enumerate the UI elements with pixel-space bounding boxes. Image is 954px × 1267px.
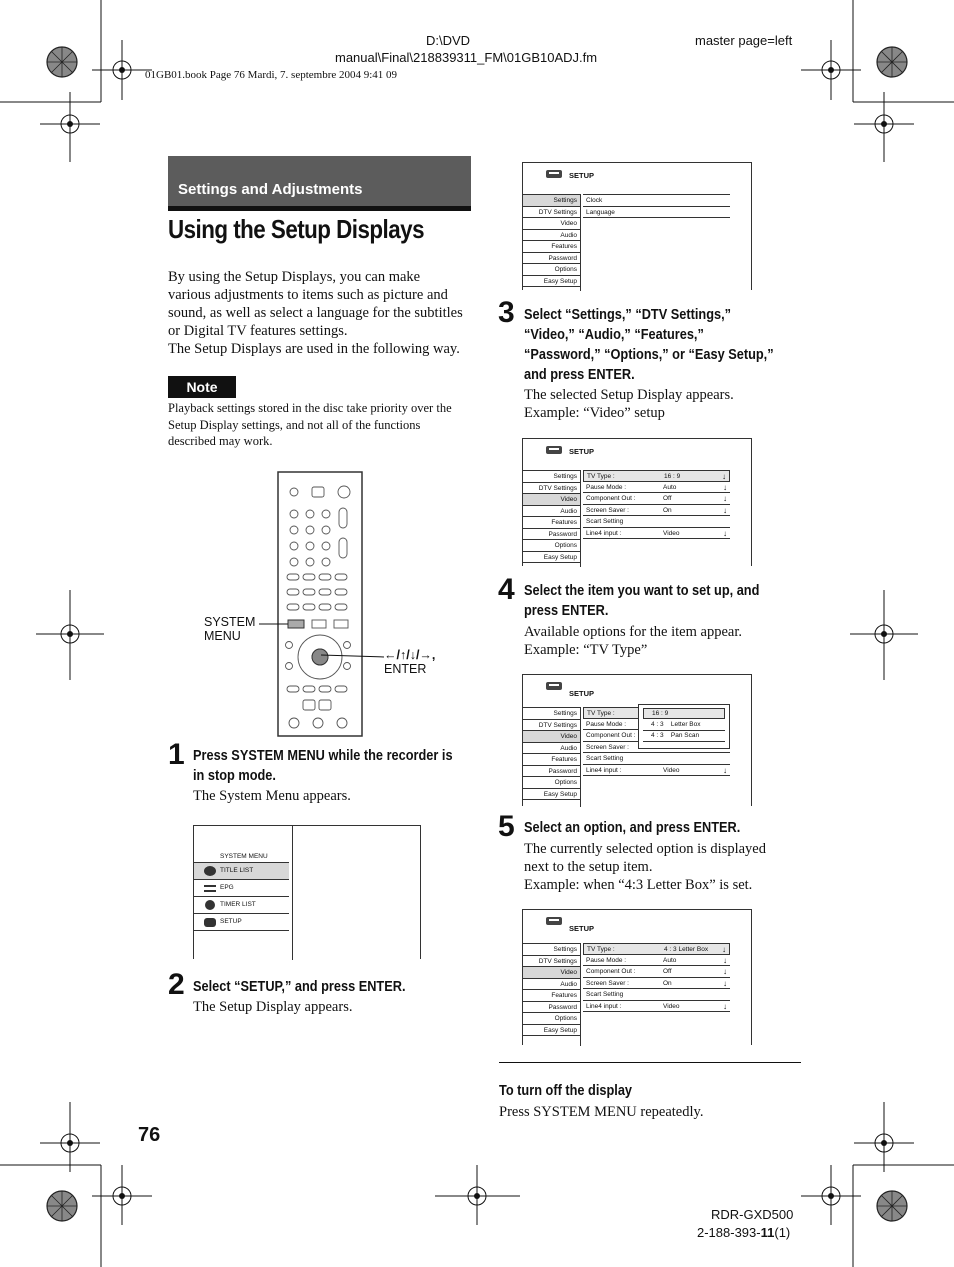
setup-menu — [523, 470, 580, 563]
setup-row[interactable] — [583, 765, 730, 777]
step-number: 2 — [168, 968, 185, 1001]
page-number: 76 — [138, 1124, 161, 1146]
setup-row[interactable] — [583, 955, 730, 967]
note-line: Playback settings stored in the disc take priority over the — [168, 401, 452, 415]
callout-line: ENTER — [384, 662, 427, 676]
video-settings — [583, 943, 730, 1012]
setup-menu-item[interactable]: DTV Settings — [523, 956, 580, 968]
system-menu-title: SYSTEM MENU — [220, 853, 268, 860]
setup-menu-item[interactable]: Easy Setup — [523, 1025, 580, 1037]
step-heading-line: Select “Settings,” “DTV Settings,” — [524, 307, 732, 323]
intro-line: By using the Setup Displays, you can make — [168, 269, 421, 285]
setup-row[interactable] — [583, 516, 730, 528]
setup-menu-item[interactable]: DTV Settings — [523, 483, 580, 495]
callout-line: MENU — [204, 629, 241, 643]
arrow-down-icon: ↓ — [723, 978, 727, 988]
setup-menu — [523, 194, 580, 287]
setup-row-value: Video — [663, 1002, 680, 1010]
setup-row[interactable] — [583, 966, 730, 978]
arrow-down-icon: ↓ — [723, 955, 727, 965]
part-code-bold: 11 — [760, 1225, 775, 1240]
step-heading-line: press ENTER. — [524, 603, 609, 619]
file-path-line1: D:\DVD — [426, 33, 471, 48]
setup-menu-item[interactable]: Password — [523, 529, 580, 541]
step-heading-line: Press SYSTEM MENU while the recorder is — [193, 748, 453, 764]
arrow-down-icon: ↓ — [722, 945, 726, 954]
section-divider — [499, 1062, 801, 1063]
setup-row-value: Auto — [663, 483, 677, 491]
setup-icon — [544, 168, 564, 180]
intro-line: The Setup Displays are used in the following way. — [168, 341, 460, 357]
setup-icon — [544, 680, 564, 692]
setup-menu-item[interactable]: Options — [523, 1013, 580, 1025]
step-body — [524, 623, 742, 659]
arrow-down-icon: ↓ — [723, 765, 727, 775]
arrow-down-icon: ↓ — [723, 1001, 727, 1011]
step-body-line: next to the setup item. — [524, 859, 653, 875]
setup-row-value: 16 : 9 — [664, 473, 681, 480]
video-settings — [583, 470, 730, 539]
setup-row[interactable] — [583, 493, 730, 505]
setup-row-label: Pause Mode : — [586, 720, 627, 728]
step-number: 5 — [498, 810, 515, 843]
setup-row[interactable] — [583, 470, 730, 482]
setup-title: SETUP — [569, 689, 595, 698]
section-rule — [168, 206, 471, 211]
setup-menu-item[interactable]: Features — [523, 241, 580, 253]
step-body-line: Example: “Video” setup — [524, 405, 665, 421]
setup-row-label: Scart Setting — [586, 991, 624, 998]
setup-menu-item[interactable]: Options — [523, 540, 580, 552]
setup-menu-item[interactable]: Features — [523, 754, 580, 766]
setup-row-label: Line4 input : — [586, 1002, 622, 1010]
setup-row[interactable] — [583, 978, 730, 990]
system-menu-item-label: SETUP — [220, 918, 242, 925]
step-heading-line: “Video,” “Audio,” “Features,” — [524, 327, 704, 343]
setup-row-value: Video — [663, 766, 680, 774]
setup-row-label: TV Type : — [587, 473, 615, 480]
step-heading-line: Select “SETUP,” and press ENTER. — [193, 979, 406, 995]
section-title: Settings and Adjustments — [178, 181, 363, 198]
setup-row[interactable] — [583, 505, 730, 517]
step-heading — [193, 977, 475, 997]
setup-menu-item[interactable]: Options — [523, 264, 580, 276]
setup-row-label: Component Out : — [586, 732, 636, 739]
setup-row[interactable] — [583, 195, 730, 207]
step-body-line: Example: when “4:3 Letter Box” is set. — [524, 877, 753, 893]
setup-row[interactable] — [583, 482, 730, 494]
page-title: Using the Setup Displays — [168, 214, 424, 244]
step-heading-line: in stop mode. — [193, 768, 276, 784]
setup-row-value: On — [663, 979, 672, 987]
setup-row-label: Screen Saver : — [586, 506, 629, 514]
setup-row-label: Scart Setting — [586, 755, 624, 762]
setup-row-label: Clock — [586, 197, 603, 204]
setup-menu-item[interactable]: Features — [523, 990, 580, 1002]
book-info-line: 01GB01.book Page 76 Mardi, 7. septembre 2004 9:41 09 — [145, 69, 398, 81]
system-menu-item[interactable] — [194, 863, 289, 880]
step-heading — [524, 818, 806, 838]
setup-row[interactable] — [583, 989, 730, 1001]
option-item[interactable] — [643, 731, 725, 742]
setup-row-label: TV Type : — [587, 710, 615, 717]
setup-menu-item[interactable]: Password — [523, 1002, 580, 1014]
intro-line: or Digital TV features settings. — [168, 323, 348, 339]
callout-line: SYSTEM — [204, 615, 256, 629]
step-body-line: Available options for the item appear. — [524, 624, 742, 640]
setup-screen-tv-type-options — [522, 674, 752, 806]
master-page-label: master page=left — [695, 33, 793, 48]
setup-row[interactable] — [583, 1001, 730, 1013]
arrow-down-icon: ↓ — [723, 494, 727, 503]
setup-menu-item[interactable]: Settings — [523, 708, 580, 720]
setup-row[interactable] — [583, 207, 730, 219]
step-body: The Setup Display appears. — [193, 999, 353, 1015]
step-body — [524, 386, 734, 422]
setup-icon — [544, 444, 564, 456]
setup-menu-item[interactable]: Video — [523, 731, 580, 743]
setup-menu-item[interactable]: DTV Settings — [523, 720, 580, 732]
setup-row-label: Line4 input : — [586, 529, 622, 537]
arrow-down-icon: ↓ — [723, 505, 727, 515]
system-menu-item[interactable] — [194, 880, 289, 897]
setup-row-label: Component Out : — [586, 495, 636, 502]
arrow-down-icon: ↓ — [723, 482, 727, 492]
file-path-line2: manual\Final\218839311_FM\01GB10ADJ.fm — [335, 50, 598, 65]
setup-row-label: Scart Setting — [586, 518, 624, 525]
setup-row-value: Off — [663, 968, 672, 975]
setup-menu-item[interactable]: Video — [523, 494, 580, 506]
setup-menu-item[interactable]: Video — [523, 218, 580, 230]
step-heading-line: “Password,” “Options,” or “Easy Setup,” — [524, 347, 774, 363]
arrow-down-icon: ↓ — [723, 967, 727, 976]
setup-screen-video — [522, 438, 752, 566]
setup-icon — [544, 915, 564, 927]
setup-menu-item[interactable]: Settings — [523, 195, 580, 207]
setup-menu-item[interactable]: Settings — [523, 471, 580, 483]
callout-lines — [255, 615, 385, 665]
setup-row-value: 4 : 3 Letter Box — [664, 946, 709, 953]
step-heading — [193, 746, 475, 786]
step-body-line: Example: “TV Type” — [524, 642, 648, 658]
setup-menu-item[interactable]: Audio — [523, 230, 580, 242]
intro-line: various adjustments to items such as picture and — [168, 287, 448, 303]
step-number: 3 — [498, 296, 515, 329]
note-line: described may work. — [168, 434, 273, 448]
setup-title: SETUP — [569, 924, 595, 933]
step-heading-line: and press ENTER. — [524, 367, 635, 383]
setup-menu-item[interactable]: Video — [523, 967, 580, 979]
clock-icon — [205, 900, 215, 910]
intro-text — [168, 268, 478, 358]
epg-icon — [204, 885, 216, 892]
step-number: 4 — [498, 573, 515, 606]
setup-menu-item[interactable]: Audio — [523, 743, 580, 755]
system-menu-item-label: TIMER LIST — [220, 901, 256, 908]
note-label: Note — [168, 376, 236, 398]
option-label: 4 : 3 Letter Box — [651, 721, 701, 728]
system-menu-item-label: EPG — [220, 884, 234, 891]
options-popup — [638, 704, 730, 749]
title-list-icon — [204, 866, 216, 876]
option-label: 4 : 3 Pan Scan — [651, 732, 700, 739]
option-item[interactable] — [643, 720, 725, 731]
setup-row-label: Pause Mode : — [586, 483, 627, 491]
setup-icon — [204, 918, 216, 927]
setup-row-label: TV Type : — [587, 946, 615, 953]
setup-row-label: Language — [586, 208, 615, 216]
step-heading — [524, 305, 806, 385]
setup-row-label: Screen Saver : — [586, 743, 629, 751]
callout-line: ←/↑/↓/→, — [384, 648, 436, 662]
system-menu-list — [194, 862, 289, 931]
setup-menu-item[interactable]: Password — [523, 766, 580, 778]
setup-menu-item[interactable]: Audio — [523, 979, 580, 991]
setup-menu-item[interactable]: Password — [523, 253, 580, 265]
step-body-line: The currently selected option is displayed — [524, 841, 766, 857]
system-menu-item[interactable] — [194, 897, 289, 914]
option-item[interactable] — [643, 708, 725, 719]
arrow-down-icon: ↓ — [722, 472, 726, 481]
setup-row[interactable] — [583, 943, 730, 955]
option-label: 16 : 9 — [652, 710, 669, 717]
setup-menu — [523, 707, 580, 800]
setup-menu-item[interactable]: DTV Settings — [523, 207, 580, 219]
setup-row-label: Line4 input : — [586, 766, 622, 774]
step-heading-line: Select the item you want to set up, and — [524, 583, 760, 599]
setup-row-label: Screen Saver : — [586, 979, 629, 987]
step-heading-line: Select an option, and press ENTER. — [524, 820, 741, 836]
setup-menu-item[interactable]: Easy Setup — [523, 789, 580, 801]
setup-title: SETUP — [569, 447, 595, 456]
part-code-prefix: 2-188-393- — [697, 1225, 761, 1240]
setup-menu-item[interactable]: Settings — [523, 944, 580, 956]
arrow-down-icon: ↓ — [723, 528, 727, 538]
step-heading — [524, 581, 806, 621]
setup-row-label: Component Out : — [586, 968, 636, 975]
note-text — [168, 400, 478, 450]
setup-row-value: Auto — [663, 956, 677, 964]
setup-menu — [523, 943, 580, 1036]
system-menu-screen — [193, 825, 421, 959]
setup-row[interactable] — [583, 528, 730, 540]
step-body-line: The selected Setup Display appears. — [524, 387, 734, 403]
setup-menu-item[interactable]: Audio — [523, 506, 580, 518]
setup-menu-item[interactable]: Easy Setup — [523, 276, 580, 288]
arrow-enter-callout — [384, 648, 435, 676]
setup-menu-item[interactable]: Easy Setup — [523, 552, 580, 564]
turn-off-text: Press SYSTEM MENU repeatedly. — [499, 1104, 704, 1120]
step-body: The System Menu appears. — [193, 788, 351, 804]
model-name: RDR-GXD500 — [711, 1207, 794, 1222]
part-code — [697, 1225, 790, 1240]
setup-row-label: Pause Mode : — [586, 956, 627, 964]
intro-line: sound, as well as select a language for the subtitles — [168, 305, 463, 321]
step-number: 1 — [168, 738, 185, 771]
setup-screen-video-final — [522, 909, 752, 1045]
note-line: Setup Display settings, and not all of the functions — [168, 417, 421, 432]
system-menu-callout — [204, 615, 255, 643]
part-code-suffix: (1) — [774, 1225, 791, 1240]
setup-row[interactable] — [583, 753, 730, 765]
setup-screen-settings — [522, 162, 752, 290]
step-body — [524, 840, 766, 894]
setup-title: SETUP — [569, 171, 595, 180]
setup-menu-item[interactable]: Options — [523, 777, 580, 789]
system-menu-item[interactable] — [194, 914, 289, 931]
setup-items — [583, 194, 730, 218]
setup-menu-item[interactable]: Features — [523, 517, 580, 529]
setup-row-value: On — [663, 506, 672, 514]
setup-row-value: Video — [663, 529, 680, 537]
setup-row-value: Off — [663, 495, 672, 502]
system-menu-item-label: TITLE LIST — [220, 867, 254, 874]
remote-control-illustration — [276, 470, 366, 738]
turn-off-heading: To turn off the display — [499, 1083, 633, 1099]
